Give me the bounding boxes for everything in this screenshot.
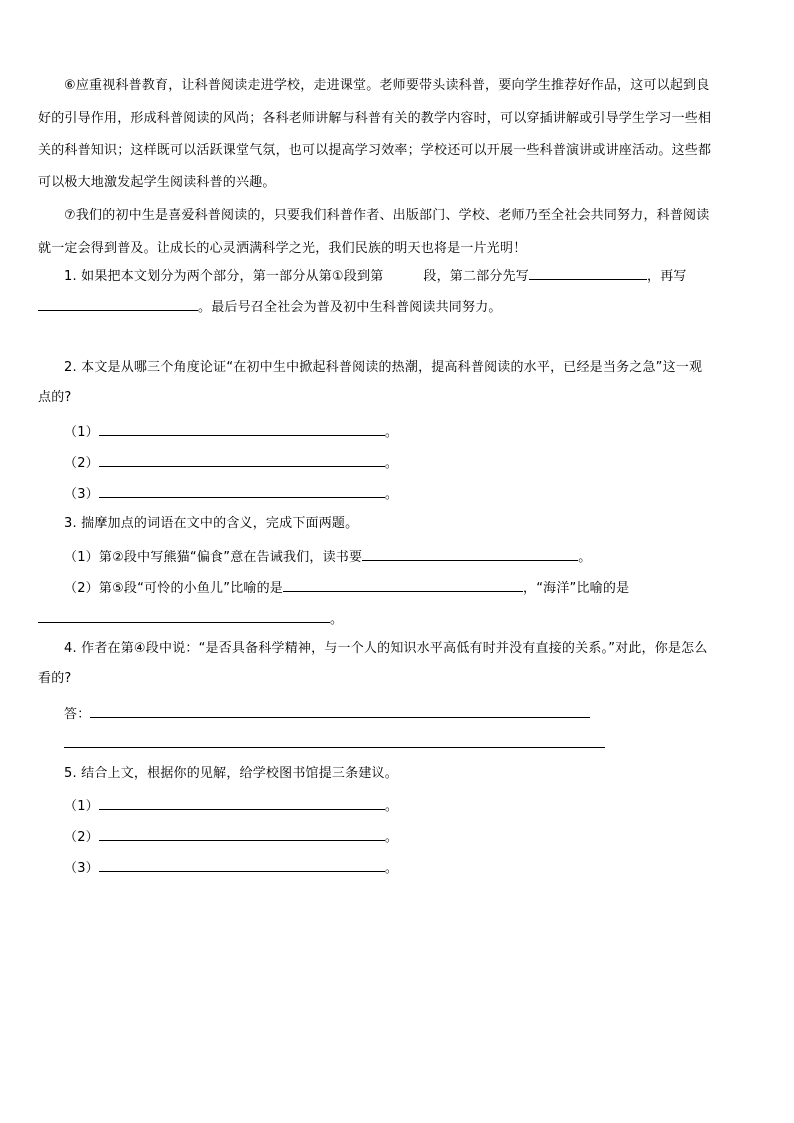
question-1-blank-paragraph[interactable] [383,266,423,280]
question-4-line-1: 4. 作者在第④段中说：“是否具备科学精神，与一个人的知识水平高低有时并没有直接的关系。”对此，你是怎么 [64,641,708,656]
question-4-answer-line-1 [64,703,590,725]
question-5-answer-2 [64,826,398,848]
question-2-end-1: 。 [384,425,399,440]
question-3-title: 3. 揣摩加点的词语在文中的含义，完成下面两题。 [64,516,359,531]
question-1-text-b: 段，第二部分先写 [423,269,529,284]
question-2-answer-2 [64,452,398,474]
question-5-item-1-label: （1） [64,799,99,814]
question-4-answer-blank-2[interactable] [64,747,605,748]
question-2-answer-1 [64,421,398,443]
question-1-text-d: 。最后号召全社会为普及初中生科普阅读共同努力。 [198,300,502,315]
question-3-blank-1[interactable] [362,546,578,561]
paragraph-6-line-3: 关的科普知识；这样既可以活跃课堂气氛，也可以提高学习效率；学校还可以开展一些科普演讲或讲座活动。这些都 [38,143,712,158]
question-3-blank-2[interactable] [283,577,523,592]
paragraph-6-line-4: 可以极大地激发起学生阅读科普的兴趣。 [38,175,276,190]
question-3-sub-1 [64,546,591,568]
question-2-item-3-label: （3） [64,487,99,502]
question-2-item-1-label: （1） [64,425,99,440]
question-5-title: 5. 结合上文，根据你的见解，给学校图书馆提三条建议。 [64,766,398,781]
question-1-blank-first-part[interactable] [529,265,647,280]
question-2-item-2-label: （2） [64,456,99,471]
question-3-sub-1-end: 。 [578,550,592,565]
question-5-end-2: 。 [384,830,399,845]
paragraph-6-line-1: ⑥应重视科普教育，让科普阅读走进学校，走进课堂。老师要带头读科普，要向学生推荐好作品，这可以起到良 [64,78,710,93]
question-1-line-2 [38,296,502,318]
question-1-line-1 [64,265,687,287]
question-3-blank-3[interactable] [38,608,330,623]
question-2-end-3: 。 [384,487,399,502]
question-1-text-a: 1. 如果把本文划分为两个部分，第一部分从第①段到第 [64,269,384,284]
question-2-blank-1[interactable] [99,421,385,436]
paragraph-6-line-2: 好的引导作用，形成科普阅读的风尚；各科老师讲解与科普有关的教学内容时，可以穿插讲解或引导学生学习一些相 [38,111,712,126]
question-3-sub-2-text-b: ，“海洋”比喻的是 [523,581,630,596]
paragraph-7-line-2: 就一定会得到普及。让成长的心灵洒满科学之光，我们民族的明天也将是一片光明！ [38,241,527,256]
question-4-line-2: 看的? [38,671,72,686]
question-5-blank-2[interactable] [99,826,385,841]
question-2-blank-2[interactable] [99,452,385,467]
question-5-blank-1[interactable] [99,795,385,810]
question-3-sub-2-text-a: （2）第⑤段“可怜的小鱼儿”比喻的是 [64,581,283,596]
question-4-answer-blank-1[interactable] [90,703,590,718]
paragraph-7-line-1: ⑦我们的初中生是喜爱科普阅读的，只要我们科普作者、出版部门、学校、老师乃至全社会共同努力，科普阅读 [64,208,710,223]
question-3-sub-2-line-2 [38,608,343,630]
question-2-blank-3[interactable] [99,483,385,498]
question-2-line-2: 点的? [38,390,72,405]
question-4-answer-label: 答： [64,707,91,722]
question-5-item-3-label: （3） [64,861,99,876]
question-1-text-c: ，再写 [647,269,687,284]
question-5-item-2-label: （2） [64,830,99,845]
question-2-line-1: 2. 本文是从哪三个角度论证“在初中生中掀起科普阅读的热潮，提高科普阅读的水平，已经是当务之急”这一观 [64,360,703,375]
question-3-sub-1-text: （1）第②段中写熊猫“偏食”意在告诫我们，读书要 [64,550,363,565]
question-5-answer-3 [64,857,398,879]
question-1-blank-second-part[interactable] [38,296,198,311]
question-5-end-1: 。 [384,799,399,814]
question-3-sub-2 [64,577,629,599]
question-3-sub-2-end: 。 [330,612,344,627]
question-2-answer-3 [64,483,398,505]
question-2-end-2: 。 [384,456,399,471]
question-5-end-3: 。 [384,861,399,876]
question-5-blank-3[interactable] [99,857,385,872]
question-5-answer-1 [64,795,398,817]
